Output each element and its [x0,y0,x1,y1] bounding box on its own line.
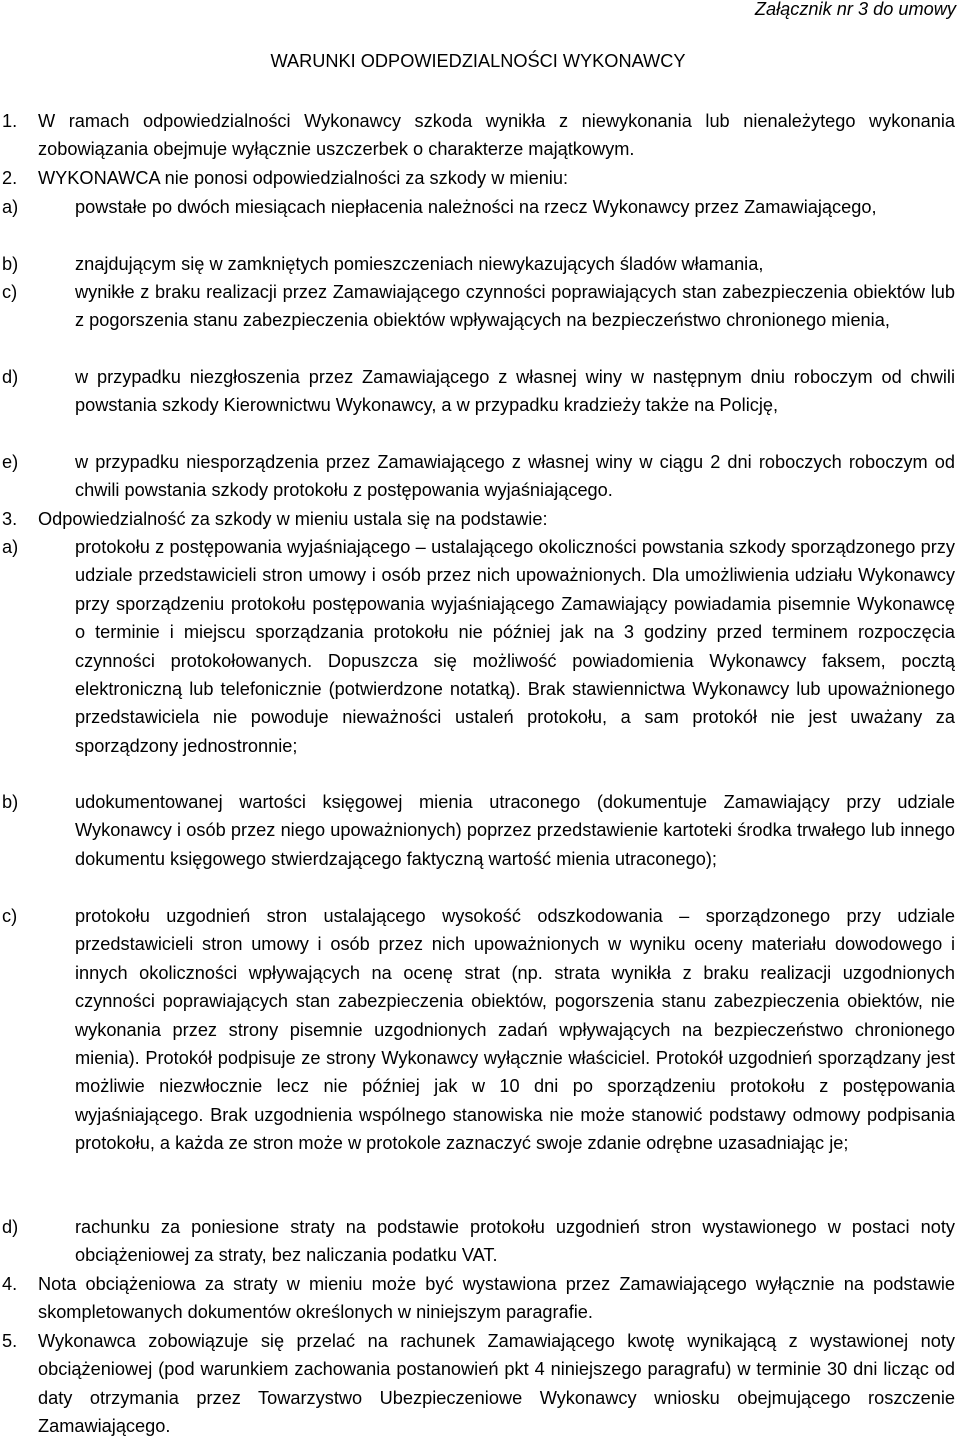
section-3-item-c-label: c) [2,906,18,926]
document-title [0,51,960,72]
section-2-item-e-label: e) [2,452,19,472]
section-1-number: 1. [2,111,18,131]
section-5-number: 5. [2,1331,18,1351]
section-3-item-b-label: b) [2,792,19,812]
section-3-item-d-label: d) [2,1217,19,1237]
section-2-item-e-text: w przypadku niesporządzenia przez Zamawiającego z własnej winy w ciągu 2 dni roboczych roboczym od chwili powstania szkody protokołu z postępowania wyjaśniającego. [75,452,955,501]
section-3-text: Odpowiedzialność za szkody w mieniu ustala się na podstawie: [38,509,548,529]
section-3-item-a-label: a) [2,537,19,557]
section-3-item-c-text: protokołu uzgodnień stron ustalającego wysokość odszkodowania – sporządzonego przy udziale przedstawicieli stron umowy i osób przez nich upoważnionych w wyniku oceny materiału dowodowego i innych okoliczności wpływających na ocenę strat (np. strata wynikła z braku realizacji uzgodnionych czynności poprawiających stan zabezpieczenia obiektów, pogorszenia stanu zabezpieczenia obiektów, nie wykonania przez strony pisemnie uzgodnionych zadań wpływających na bezpieczeństwo chronionego mienia). Protokół podpisuje ze strony Wykonawcy wyłącznie właściciel. Protokół uzgodnień sporządzany jest możliwie niezwłocznie lecz nie później jak w 10 dni po sporządzeniu protokołu z postępowania wyjaśniającego. Brak uzgodnienia wspólnego stanowiska nie może stanowić podstawy odmowy podpisania protokołu, a każda ze stron może w protokole zaznaczyć swoje zdanie odrębne uzasadniając je; [75,906,955,1154]
section-4-text: Nota obciążeniowa za straty w mieniu może być wystawiona przez Zamawiającego wyłącznie na podstawie skompletowanych dokumentów określonych w niniejszym paragrafie. [38,1274,955,1323]
section-2-item-b-label: b) [2,254,19,274]
section-2-item-a-text: powstałe po dwóch miesiącach niepłacenia należności na rzecz Wykonawcy przez Zamawiającego, [75,197,877,217]
section-2-text: WYKONAWCA nie ponosi odpowiedzialności za szkody w mieniu: [38,168,569,188]
document-title-text: WARUNKI ODPOWIEDZIALNOŚCI WYKONAWCY [270,51,686,71]
section-2-number: 2. [2,168,18,188]
section-1-text: W ramach odpowiedzialności Wykonawcy szkoda wynikła z niewykonania lub nienależytego wykonania zobowiązania obejmuje wyłącznie uszczerbek o charakterze majątkowym. [38,111,955,160]
section-3-item-b-text: udokumentowanej wartości księgowej mienia utraconego (dokumentuje Zamawiający przy udziale Wykonawcy i osób przez niego upoważnionych) poprzez przedstawienie kartoteki środka trwałego lub innego dokumentu księgowego stwierdzającego faktyczną wartość mienia utraconego); [75,792,955,869]
section-3-item-a-text: protokołu z postępowania wyjaśniającego – ustalającego okoliczności powstania szkody sporządzonego przy udziale przedstawicieli stron umowy i osób przez nich upoważnionych. Dla umożliwienia udziału Wykonawcy przy sporządzeniu protokołu postępowania wyjaśniającego Zamawiający powiadamia pisemnie Wykonawcę o terminie i miejscu sporządzania protokołu nie później jak na 3 godziny przed terminem rozpoczęcia czynności protokołowanych. Dopuszcza się możliwość powiadomienia Wykonawcy faksem, pocztą elektroniczną lub telefonicznie (potwierdzone notatką). Brak stawiennictwa Wykonawcy lub upoważnionego przedstawiciela nie powoduje nieważności ustaleń protokołu, a sam protokół nie jest uważany za sporządzony jednostronnie; [75,537,955,756]
annex-label: Załącznik nr 3 do umowy [754,0,956,19]
section-2-item-d-text: w przypadku niezgłoszenia przez Zamawiającego z własnej winy w następnym dniu roboczym od chwili powstania szkody Kierownictwu Wykonawcy, a w przypadku kradzieży także na Policję, [75,367,955,416]
section-2-item-b-text: znajdującym się w zamkniętych pomieszczeniach niewykazujących śladów włamania, [75,254,764,274]
section-2-item-a-label: a) [2,197,19,217]
section-2-item-c-label: c) [2,282,18,302]
section-2-item-d-label: d) [2,367,19,387]
section-3-item-d-text: rachunku za poniesione straty na podstawie protokołu uzgodnień stron wystawionego w postaci noty obciążeniowej za straty, bez naliczania podatku VAT. [75,1217,955,1266]
section-4-number: 4. [2,1274,18,1294]
section-3-number: 3. [2,509,18,529]
section-2-item-c-text: wynikłe z braku realizacji przez Zamawiającego czynności poprawiających stan zabezpieczenia obiektów lub z pogorszenia stanu zabezpieczenia obiektów wpływających na bezpieczeństwo chronionego mienia, [75,282,955,331]
section-5-text: Wykonawca zobowiązuje się przelać na rachunek Zamawiającego kwotę wynikającą z wystawionej noty obciążeniowej (pod warunkiem zachowania postanowień pkt 4 niniejszego paragrafu) w terminie 30 dni licząc od daty otrzymania przez Towarzystwo Ubezpieczeniowe Wykonawcy wniosku obejmującego roszczenie Zamawiającego. [38,1331,955,1437]
